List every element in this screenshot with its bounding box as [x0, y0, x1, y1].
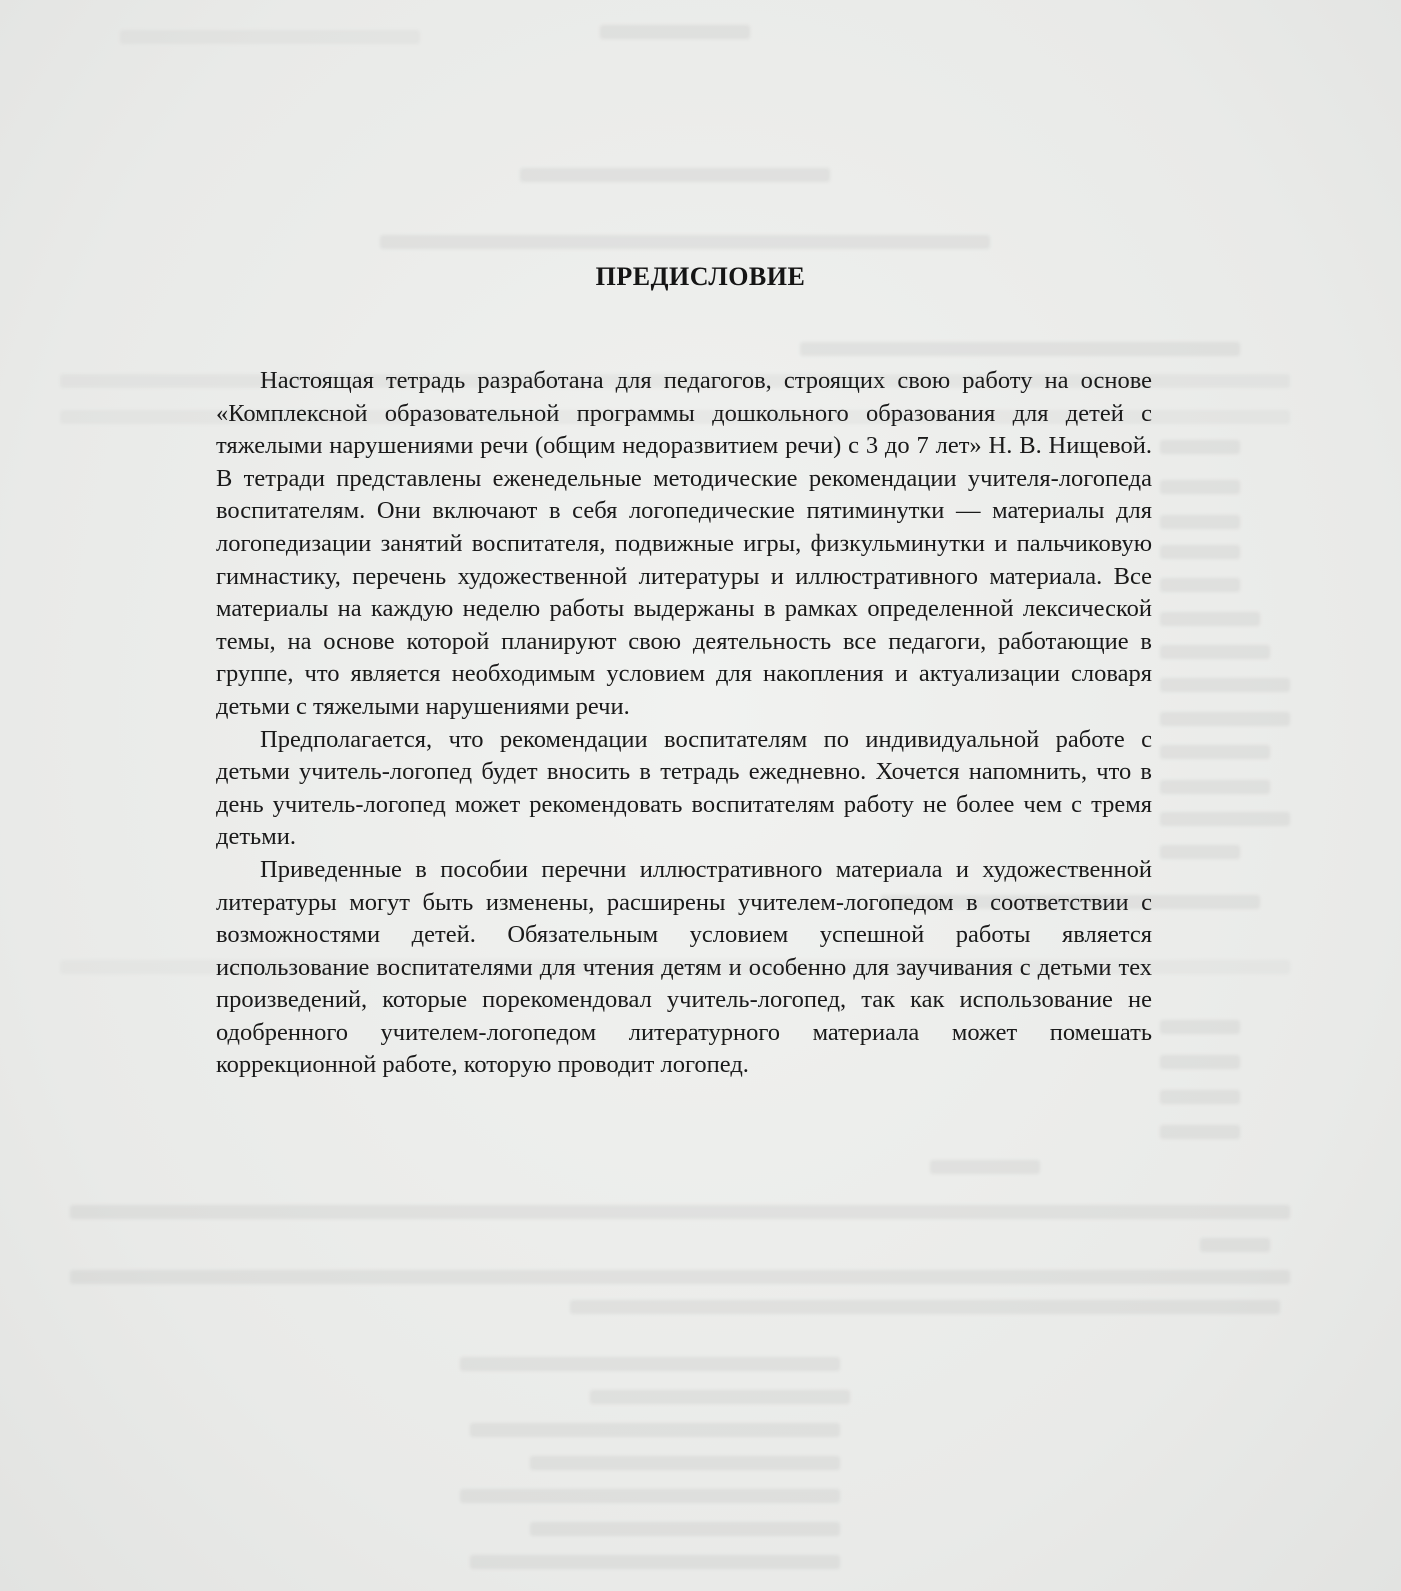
paragraph-1: Настоящая тетрадь разработана для педагогов, строящих свою работу на основе «Комплексной образовательной программы дошкольного образования для детей с тяжелыми нарушениями речи (общим недоразвитием речи) с 3 до 7 лет» Н. В. Нищевой. В тетради представлены еженедельные методические рекомендации учителя-логопеда воспитателям. Они включают в себя логопедические пятиминутки — материалы для логопедизации занятий воспитателя, подвижные игры, физкульминутки и пальчиковую гимнастику, перечень художественной литературы и иллюстративного материала. Все материалы на каждую неделю работы выдержаны в рамках определенной лексической темы, на основе которой планируют свою деятельность все педагоги, работающие в группе, что является необходимым условием для накопления и актуализации словаря детьми с тяжелыми нарушениями речи.	[216, 367, 1152, 720]
paragraph-3: Приведенные в пособии перечни иллюстративного материала и художественной литературы могут быть изменены, расширены учителем-логопедом в соответствии с возможностями детей. Обязательным условием успешной работы является использование воспитателями для чтения детям и особенно для заучивания с детьми тех произведений, которые порекомендовал учитель-логопед, так как использование не одобренного учителем-логопедом литературного материала может помешать коррекционной работе, которую проводит логопед.	[216, 855, 1152, 1079]
page-title: ПРЕДИСЛОВИЕ	[595, 262, 806, 291]
body-text	[216, 365, 1152, 1082]
paragraph-2: Предполагается, что рекомендации воспитателям по индивидуальной работе с детьми учитель-логопед будет вносить в тетрадь ежедневно. Хочется напомнить, что в день учитель-логопед может рекомендовать воспитателям работу не более чем с тремя детьми.	[216, 725, 1152, 851]
